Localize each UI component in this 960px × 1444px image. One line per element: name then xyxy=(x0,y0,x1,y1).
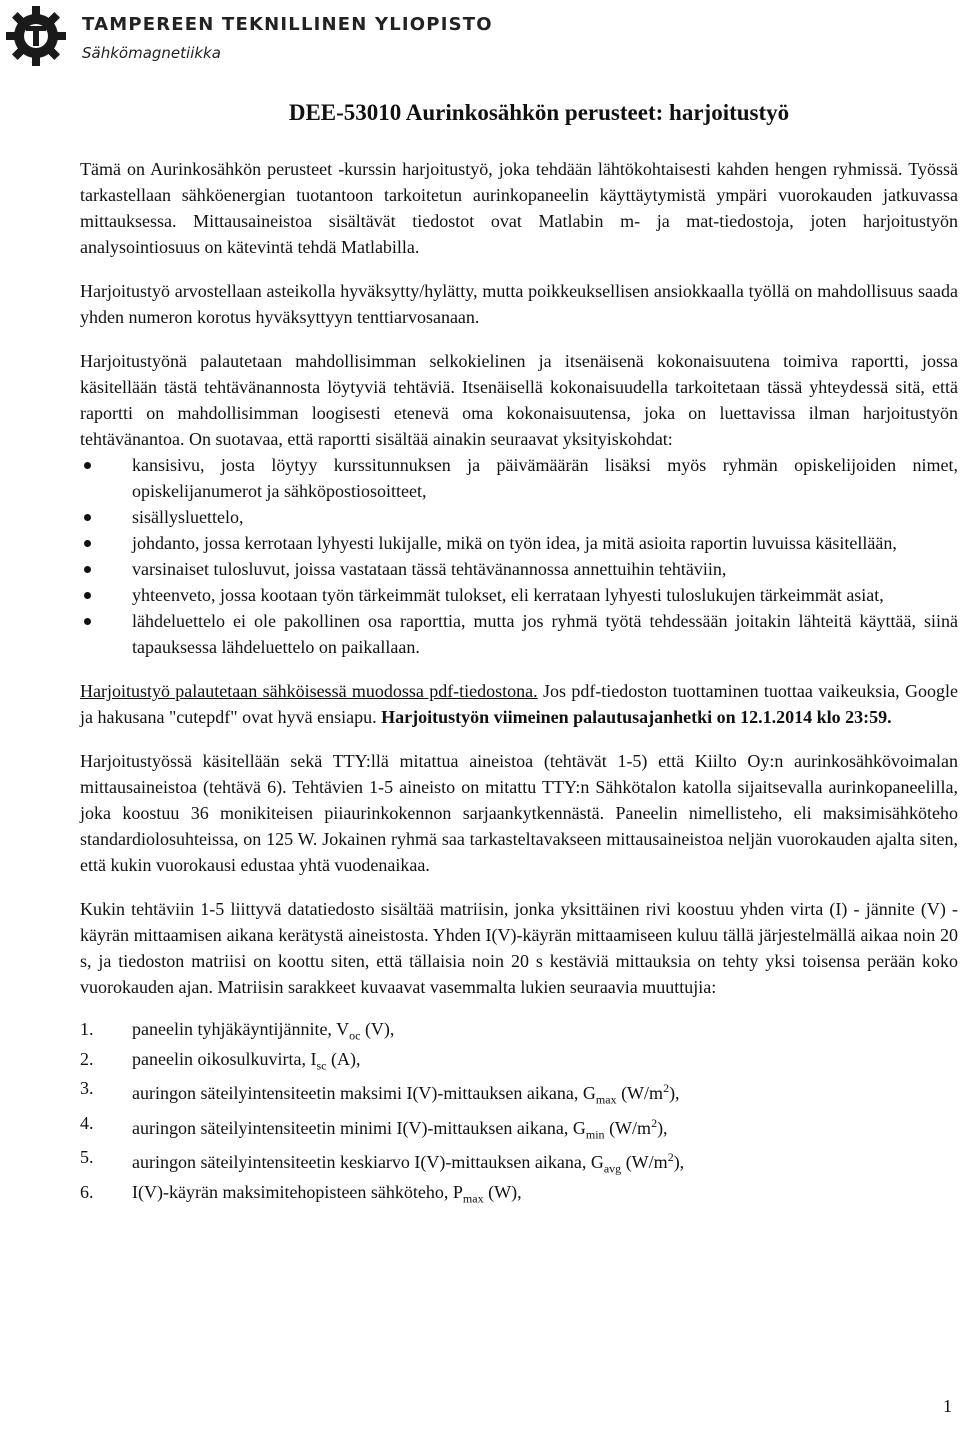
report-paragraph: Harjoitustyönä palautetaan mahdollisimman selkokielinen ja itsenäisenä kokonaisuutena toimiva raportti, jossa käsitellään tästä tehtävänannosta löytyviä tehtäviä. Itsenäisellä kokonaisuudella tarkoitetaan tässä yhteydessä sitä, että raportti on mahdollisimman loogisesti etenevä oma kokonaisuutensa, joka on luettavissa ilman harjoitustyön tehtävänantoa. On suotavaa, että raportti sisältää ainakin seuraavat yksityiskohdat: xyxy=(80,351,958,449)
data-description-paragraph: Harjoitustyössä käsitellään sekä TTY:llä mitattua aineistoa (tehtävät 1-5) että Kiilto Oy:n aurinkosähkövoimalan mittausaineistoa (tehtävä 6). Tehtävien 1-5 aineisto on mitattu TTY:n Sähkötalon katolla sijaitsevalla aurinkopaneelilla, joka koostuu 36 monikiteisen piiaurinkokennon sarjaankytkennästä. Paneelin nimellisteho, eli maksimisähköteho standardiolosuhteissa, on 125 W. Jokainen ryhmä saa tarkasteltavakseen mittausaineistoa neljän vuorokauden ajalta siten, että kukin vuorokausi edustaa yhtä vuodenaikaa. xyxy=(80,751,958,875)
bullet-icon xyxy=(84,462,91,469)
list-item: varsinaiset tulosluvut, joissa vastataan tässä tehtävänannossa annettuihin tehtäviin, xyxy=(80,556,958,582)
list-item: lähdeluettelo ei ole pakollinen osa raporttia, mutta jos ryhmä työtä tehdessään joitakin lähteitä käyttää, siinä tapauksessa lähdeluettelo on paikallaan. xyxy=(80,608,958,660)
list-item: 3. auringon säteilyintensiteetin maksimi I(V)-mittauksen aikana, $G_{max}$ $(W/m^2)$, xyxy=(80,1078,680,1107)
bullet-icon xyxy=(84,566,91,573)
submission-paragraph: Harjoitustyö palautetaan sähköisessä muodossa pdf-tiedostona. Jos pdf-tiedoston tuottaminen tuottaa vaikeuksia, Google ja hakusana "cutepdf" ovat hyvä ensiapu. Harjoitustyön viimeinen palautusajanhetki on 12.1.2014 klo 23:59. xyxy=(80,681,958,727)
bullet-icon xyxy=(84,592,91,599)
intro-paragraph: Tämä on Aurinkosähkön perusteet -kurssin harjoitustyö, joka tehdään lähtökohtaisesti kahden hengen ryhmissä. Työssä tarkastellaan sähköenergian tuotantoon tarkoitetun aurinkopaneelin käyttäytymistä ympäri vuorokauden jatkuvassa mittauksessa. Mittausaineistoa sisältävät tiedostot ovat Matlabin m- ja mat-tiedostoja, joten harjoitustyön analysointiosuus on kätevintä tehdä Matlabilla. xyxy=(80,159,958,257)
university-name: TAMPEREEN TEKNILLINEN YLIOPISTO xyxy=(82,14,493,35)
report-contents-list xyxy=(80,452,958,660)
department-name: Sähkömagnetiikka xyxy=(82,44,221,62)
list-item: 1. paneelin tyhjäkäyntijännite, $V_{oc}$ (V), xyxy=(80,1019,395,1043)
page-header xyxy=(0,0,960,80)
variable-list xyxy=(80,1018,958,1211)
list-item: johdanto, jossa kerrotaan lyhyesti lukijalle, mikä on työn idea, ja mitä asioita raportin luvuissa käsitellään, xyxy=(80,530,958,556)
list-item: 4. auringon säteilyintensiteetin minimi I(V)-mittauksen aikana, $G_{min}$ $(W/m^2)$, xyxy=(80,1112,668,1142)
deadline-text: Harjoitustyön viimeinen palautusajanhetki on 12.1.2014 klo 23:59. xyxy=(381,707,892,727)
document-body xyxy=(80,100,958,1211)
submission-format-text: Harjoitustyö palautetaan sähköisessä muodossa pdf-tiedostona. xyxy=(80,681,538,701)
list-item: yhteenveto, jossa kootaan työn tärkeimmät tulokset, eli kerrataan lyhyesti tuloslukujen tärkeimmät asiat, xyxy=(80,582,958,608)
bullet-icon xyxy=(84,514,91,521)
bullet-icon xyxy=(84,540,91,547)
list-item: sisällysluettelo, xyxy=(80,504,958,530)
grading-paragraph: Harjoitustyö arvostellaan asteikolla hyväksytty/hylätty, mutta poikkeuksellisen ansiokkaalla työllä on mahdollisuus saada yhden numeron korotus hyväksyttyyn tenttiarvosanaan. xyxy=(80,281,958,327)
list-item: kansisivu, josta löytyy kurssitunnuksen ja päivämäärän lisäksi myös ryhmän opiskelijoiden nimet, opiskelijanumerot ja sähköpostiosoitteet, xyxy=(80,452,958,504)
university-logo xyxy=(4,4,68,68)
document-title: DEE-53010 Aurinkosähkön perusteet: harjoitustyö xyxy=(288,100,790,125)
matrix-description-paragraph: Kukin tehtäviin 1-5 liittyvä datatiedosto sisältää matriisin, jonka yksittäinen rivi koostuu yhden virta (I) - jännite (V) -käyrän mittaamisen aikana kerätystä aineistosta. Yhden I(V)-käyrän mittaamiseen kuluu tällä järjestelmällä aikaa noin 20 s, ja tiedoston matriisi on koottu siten, että tällaisia noin 20 s kestäviä mittauksia on tehty yksi toisensa perään koko vuorokauden ajan. Matriisin sarakkeet kuvaavat vasemmalta lukien seuraavia muuttujia: xyxy=(80,899,958,997)
bullet-icon xyxy=(84,618,91,625)
list-item: 5. auringon säteilyintensiteetin keskiarvo I(V)-mittauksen aikana, $G_{avg}$ $(W/m^2)$, xyxy=(80,1147,685,1176)
list-item: 6. I(V)-käyrän maksimitehopisteen sähköteho, $P_{max}$ (W), xyxy=(80,1181,522,1206)
list-item: 2. paneelin oikosulkuvirta, $I_{sc}$ (A), xyxy=(80,1048,361,1073)
page-number: 1 xyxy=(943,1396,952,1416)
